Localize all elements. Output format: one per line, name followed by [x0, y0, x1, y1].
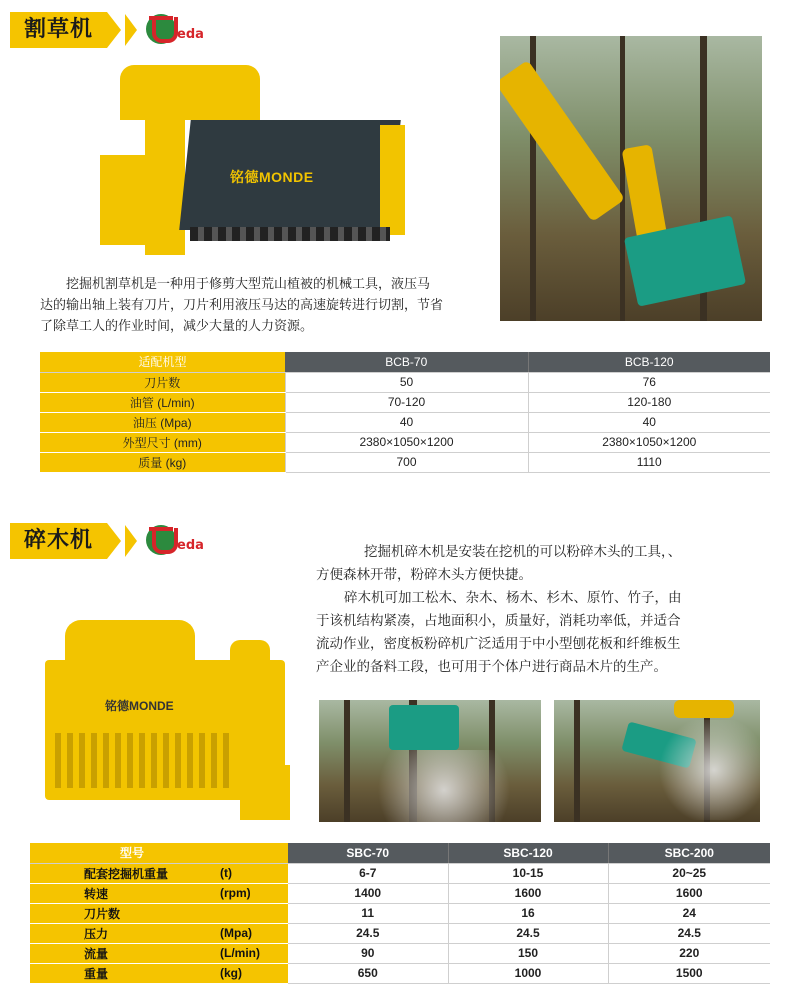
cell-value: 1000 — [448, 963, 608, 983]
section-title-mower: 割草机 — [10, 12, 107, 48]
cell-value: 1600 — [608, 883, 770, 903]
cell-value: 1500 — [608, 963, 770, 983]
row-unit: (kg) — [210, 963, 288, 983]
mower-description — [40, 274, 480, 337]
row-label: 质量 (kg) — [40, 452, 285, 472]
table-row — [30, 943, 770, 963]
chipper-work-photo-1 — [319, 700, 541, 822]
brand-logo — [146, 14, 204, 44]
cell-value: 1600 — [448, 883, 608, 903]
table-header-cell: 适配机型 — [40, 352, 285, 372]
row-unit: (rpm) — [210, 883, 288, 903]
cell-value: 24 — [608, 903, 770, 923]
logo-mark-icon — [146, 525, 176, 555]
row-unit: (t) — [210, 863, 288, 883]
chipper-description — [316, 541, 776, 679]
mower-desc-line: 挖掘机割草机是一种用于修剪大型荒山植被的机械工具，液压马 — [66, 277, 431, 292]
cell-value: 120-180 — [528, 392, 770, 412]
table-header-row — [40, 352, 770, 372]
cell-value: 6-7 — [288, 863, 448, 883]
row-label: 转速 — [30, 883, 210, 903]
cell-value: 700 — [285, 452, 528, 472]
row-label: 刀片数 — [40, 372, 285, 392]
cell-value: 40 — [285, 412, 528, 432]
cell-value: 1400 — [288, 883, 448, 903]
cell-value: 220 — [608, 943, 770, 963]
chipper-desc-line: 产企业的备料工段，也可用于个体户进行商品木片的生产。 — [316, 659, 667, 675]
cell-value: 2380×1050×1200 — [528, 432, 770, 452]
table-header-cell: SBC-120 — [448, 843, 608, 863]
table-row — [40, 452, 770, 472]
mower-desc-line: 达的输出轴上装有刀片，刀片利用液压马达的高速旋转进行切割，节省 — [40, 298, 444, 313]
section-tag-mower — [10, 10, 137, 50]
table-header-cell: 型号 — [30, 843, 288, 863]
mower-brand-label: 铭德MONDE — [230, 169, 314, 185]
cell-value: 24.5 — [288, 923, 448, 943]
cell-value: 10-15 — [448, 863, 608, 883]
cell-value: 1110 — [528, 452, 770, 472]
row-label: 压力 — [30, 923, 210, 943]
brand-logo — [146, 525, 204, 555]
table-header-row — [30, 843, 770, 863]
row-label: 重量 — [30, 963, 210, 983]
tag-arrow-icon — [125, 525, 137, 557]
table-row — [40, 412, 770, 432]
tag-arrow-icon — [125, 14, 137, 46]
cell-value: 16 — [448, 903, 608, 923]
tag-arrow-icon — [107, 523, 121, 559]
mower-spec-table — [40, 352, 770, 473]
chipper-work-photo-2 — [554, 700, 760, 822]
logo-text: eda — [177, 538, 204, 553]
logo-text: eda — [177, 27, 204, 42]
cell-value: 40 — [528, 412, 770, 432]
cell-value: 70-120 — [285, 392, 528, 412]
table-row — [30, 883, 770, 903]
row-unit: (L/min) — [210, 943, 288, 963]
row-unit — [210, 903, 288, 923]
row-label: 刀片数 — [30, 903, 210, 923]
mower-product-image — [90, 55, 430, 255]
row-label: 流量 — [30, 943, 210, 963]
mower-work-photo — [500, 36, 762, 321]
table-row — [30, 923, 770, 943]
logo-mark-icon — [146, 14, 176, 44]
chipper-desc-line: 于该机结构紧凑，占地面积小，质量好，消耗功率低，并适合 — [316, 613, 681, 629]
cell-value: 90 — [288, 943, 448, 963]
row-label: 外型尺寸 (mm) — [40, 432, 285, 452]
chipper-desc-line: 挖掘机碎木机是安装在挖机的可以粉碎木头的工具，、 — [364, 544, 682, 560]
cell-value: 150 — [448, 943, 608, 963]
cell-value: 2380×1050×1200 — [285, 432, 528, 452]
chipper-desc-line: 流动作业，密度板粉碎机广泛适用于中小型刨花板和纤维板生 — [316, 636, 681, 652]
chipper-brand-label: 铭德MONDE — [105, 699, 174, 713]
cell-value: 24.5 — [608, 923, 770, 943]
chipper-desc-line: 碎木机可加工松木、杂木、杨木、杉木、原竹、竹子，由 — [344, 590, 682, 606]
cell-value: 24.5 — [448, 923, 608, 943]
section-title-chipper: 碎木机 — [10, 523, 107, 559]
table-row — [40, 432, 770, 452]
table-row — [30, 863, 770, 883]
cell-value: 50 — [285, 372, 528, 392]
chipper-product-image — [40, 615, 305, 825]
cell-value: 650 — [288, 963, 448, 983]
table-row — [40, 392, 770, 412]
cell-value: 76 — [528, 372, 770, 392]
row-unit: (Mpa) — [210, 923, 288, 943]
table-row — [30, 903, 770, 923]
row-label: 配套挖掘机重量 — [30, 863, 210, 883]
table-header-cell: BCB-120 — [528, 352, 770, 372]
row-label: 油压 (Mpa) — [40, 412, 285, 432]
mower-desc-line: 了除草工人的作业时间，减少大量的人力资源。 — [40, 319, 314, 334]
table-row — [30, 963, 770, 983]
table-header-cell: BCB-70 — [285, 352, 528, 372]
table-header-cell: SBC-70 — [288, 843, 448, 863]
tag-arrow-icon — [107, 12, 121, 48]
section-tag-chipper — [10, 521, 137, 561]
chipper-desc-line: 方便森林开带，粉碎木头方便快捷。 — [316, 567, 532, 583]
cell-value: 20~25 — [608, 863, 770, 883]
cell-value: 11 — [288, 903, 448, 923]
row-label: 油管 (L/min) — [40, 392, 285, 412]
table-header-cell: SBC-200 — [608, 843, 770, 863]
chipper-spec-table — [30, 843, 770, 984]
table-row — [40, 372, 770, 392]
